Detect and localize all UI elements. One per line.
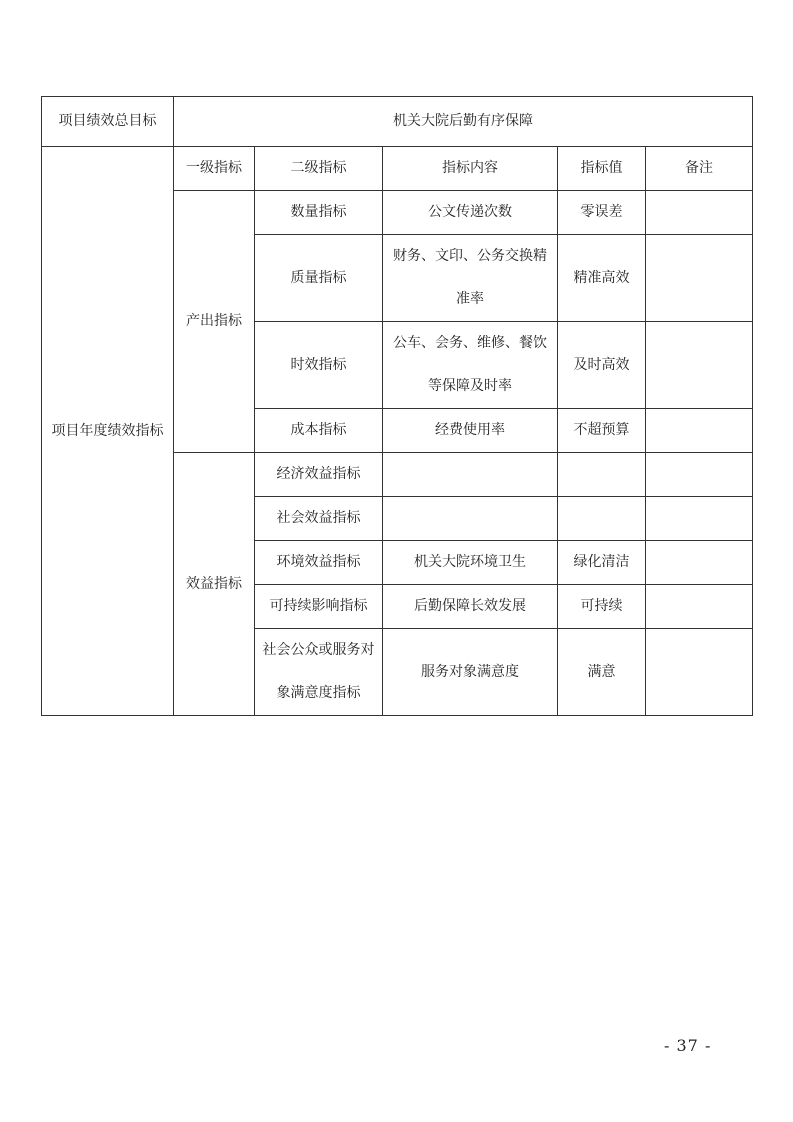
value-cell: 满意 — [558, 629, 646, 716]
note-cell — [646, 497, 753, 541]
page-number: - 37 - — [664, 1036, 712, 1055]
level2-cell: 社会公众或服务对象满意度指标 — [255, 629, 383, 716]
output-group-label: 产出指标 — [174, 191, 255, 453]
note-cell — [646, 541, 753, 585]
value-cell — [558, 497, 646, 541]
content-cell: 公车、会务、维修、餐饮等保障及时率 — [383, 322, 558, 409]
value-cell: 精准高效 — [558, 235, 646, 322]
content-cell: 后勤保障长效发展 — [383, 585, 558, 629]
header-content: 指标内容 — [383, 147, 558, 191]
note-cell — [646, 191, 753, 235]
goal-value: 机关大院后勤有序保障 — [174, 97, 753, 147]
header-level2: 二级指标 — [255, 147, 383, 191]
value-cell: 零误差 — [558, 191, 646, 235]
header-value: 指标值 — [558, 147, 646, 191]
value-cell: 不超预算 — [558, 409, 646, 453]
level2-cell: 成本指标 — [255, 409, 383, 453]
note-cell — [646, 322, 753, 409]
level2-cell: 数量指标 — [255, 191, 383, 235]
content-cell: 财务、文印、公务交换精准率 — [383, 235, 558, 322]
level2-cell: 社会效益指标 — [255, 497, 383, 541]
level2-cell: 经济效益指标 — [255, 453, 383, 497]
level2-cell: 可持续影响指标 — [255, 585, 383, 629]
content-cell: 机关大院环境卫生 — [383, 541, 558, 585]
header-row — [42, 147, 753, 191]
value-cell: 可持续 — [558, 585, 646, 629]
goal-label: 项目绩效总目标 — [42, 97, 174, 147]
benefit-group-label: 效益指标 — [174, 453, 255, 716]
goal-row — [42, 97, 753, 147]
level2-cell: 时效指标 — [255, 322, 383, 409]
level2-cell: 质量指标 — [255, 235, 383, 322]
level2-cell: 环境效益指标 — [255, 541, 383, 585]
annual-indicator-label: 项目年度绩效指标 — [42, 147, 174, 716]
content-cell — [383, 453, 558, 497]
value-cell — [558, 453, 646, 497]
value-cell: 及时高效 — [558, 322, 646, 409]
content-cell: 服务对象满意度 — [383, 629, 558, 716]
value-cell: 绿化清洁 — [558, 541, 646, 585]
content-cell: 公文传递次数 — [383, 191, 558, 235]
content-cell: 经费使用率 — [383, 409, 558, 453]
note-cell — [646, 629, 753, 716]
note-cell — [646, 585, 753, 629]
header-level1: 一级指标 — [174, 147, 255, 191]
header-note: 备注 — [646, 147, 753, 191]
note-cell — [646, 453, 753, 497]
note-cell — [646, 409, 753, 453]
content-cell — [383, 497, 558, 541]
note-cell — [646, 235, 753, 322]
performance-table — [41, 96, 753, 716]
